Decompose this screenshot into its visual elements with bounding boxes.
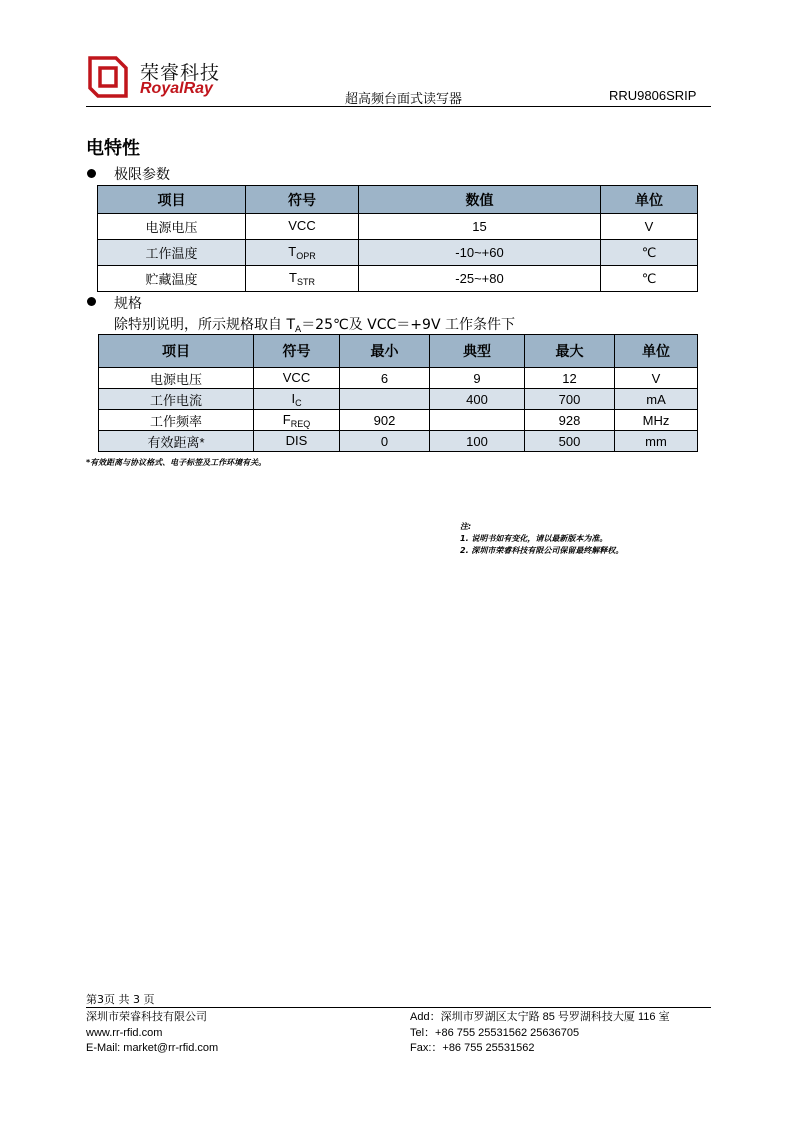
cell-item: 电源电压 bbox=[99, 368, 254, 389]
column-header: 最大 bbox=[525, 335, 615, 368]
footer-website: www.rr-rfid.com bbox=[86, 1026, 163, 1039]
column-header: 最小 bbox=[340, 335, 430, 368]
royalray-logo-icon bbox=[88, 56, 128, 98]
cell-item: 工作频率 bbox=[99, 410, 254, 431]
table-row bbox=[99, 431, 698, 452]
specs-condition: 除特别说明，所示规格取自 $T_A=25℃$及 VCC＝+9V 工作条件下 bbox=[114, 317, 515, 335]
cell-symbol: VCC bbox=[246, 214, 359, 240]
note-item: 1. 说明书如有变化，请以最新版本为准。 bbox=[460, 534, 608, 543]
limits-table bbox=[97, 185, 698, 292]
column-header: 项目 bbox=[98, 186, 246, 214]
cell-typ: 9 bbox=[430, 368, 525, 389]
table-header-row bbox=[99, 335, 698, 368]
table-row bbox=[98, 214, 698, 240]
page-number: 第3页 共 3 页 bbox=[86, 993, 155, 1006]
column-header: 符号 bbox=[254, 335, 340, 368]
footer-address: Add：深圳市罗湖区太宁路 85 号罗湖科技大厦 116 室 bbox=[410, 1011, 670, 1023]
cell-unit: V bbox=[601, 214, 698, 240]
footer-tel: Tel：+86 755 25531562 25636705 bbox=[410, 1026, 580, 1039]
cell-min bbox=[340, 389, 430, 410]
footer-divider bbox=[86, 1007, 711, 1008]
cell-symbol: $T_{OPR}$ bbox=[246, 240, 359, 266]
cell-unit: V bbox=[615, 368, 698, 389]
footer-left bbox=[86, 1010, 218, 1057]
document-title: 超高频台面式读写器 bbox=[345, 92, 463, 107]
column-header: 单位 bbox=[601, 186, 698, 214]
column-header: 典型 bbox=[430, 335, 525, 368]
cell-value: -25~+80 bbox=[359, 266, 601, 292]
column-header: 数值 bbox=[359, 186, 601, 214]
cell-item: 贮藏温度 bbox=[98, 266, 246, 292]
cell-unit: ℃ bbox=[601, 266, 698, 292]
cell-item: 工作电流 bbox=[99, 389, 254, 410]
footer-fax: Fax:：+86 755 25531562 bbox=[410, 1042, 535, 1054]
bullet-icon bbox=[87, 297, 96, 306]
bullet-icon bbox=[87, 169, 96, 178]
cell-item: 工作温度 bbox=[98, 240, 246, 266]
table-header-row bbox=[98, 186, 698, 214]
cell-unit: MHz bbox=[615, 410, 698, 431]
table-row bbox=[99, 389, 698, 410]
table-footnote: *有效距离与协议格式、电子标签及工作环境有关。 bbox=[86, 458, 267, 467]
table-row bbox=[99, 410, 698, 431]
column-header: 项目 bbox=[99, 335, 254, 368]
cell-unit: mA bbox=[615, 389, 698, 410]
footer-right bbox=[410, 1010, 670, 1057]
notes-block bbox=[460, 521, 623, 557]
column-header: 符号 bbox=[246, 186, 359, 214]
footer-company: 深圳市荣睿科技有限公司 bbox=[86, 1011, 207, 1023]
table-row bbox=[99, 368, 698, 389]
specs-table bbox=[98, 334, 698, 452]
cell-min: 0 bbox=[340, 431, 430, 452]
cell-symbol: DIS bbox=[254, 431, 340, 452]
model-number: RRU9806SRIP bbox=[609, 88, 697, 103]
cell-max: 500 bbox=[525, 431, 615, 452]
cell-typ bbox=[430, 410, 525, 431]
cell-max: 12 bbox=[525, 368, 615, 389]
cell-symbol: VCC bbox=[254, 368, 340, 389]
cell-symbol: $I_C$ bbox=[254, 389, 340, 410]
column-header: 单位 bbox=[615, 335, 698, 368]
cell-item: 有效距离* bbox=[99, 431, 254, 452]
company-name-cn: 荣睿科技 bbox=[140, 62, 221, 84]
note-item: 2. 深圳市荣睿科技有限公司保留最终解释权。 bbox=[460, 546, 624, 555]
section-title: 电特性 bbox=[86, 138, 140, 159]
cell-value: 15 bbox=[359, 214, 601, 240]
table-row bbox=[98, 240, 698, 266]
header-divider bbox=[86, 106, 711, 107]
cell-min: 902 bbox=[340, 410, 430, 431]
cell-max: 928 bbox=[525, 410, 615, 431]
notes-label: 注: bbox=[460, 522, 472, 531]
company-name-en: RoyalRay bbox=[140, 80, 213, 97]
limits-heading: 极限参数 bbox=[114, 167, 170, 183]
cell-max: 700 bbox=[525, 389, 615, 410]
cell-typ: 400 bbox=[430, 389, 525, 410]
cell-value: -10~+60 bbox=[359, 240, 601, 266]
cell-symbol: $F_{REQ}$ bbox=[254, 410, 340, 431]
cell-item: 电源电压 bbox=[98, 214, 246, 240]
cell-unit: ℃ bbox=[601, 240, 698, 266]
cell-unit: mm bbox=[615, 431, 698, 452]
specs-heading: 规格 bbox=[114, 296, 142, 312]
cell-min: 6 bbox=[340, 368, 430, 389]
cell-typ: 100 bbox=[430, 431, 525, 452]
footer-email: E-Mail: market@rr-rfid.com bbox=[86, 1042, 219, 1054]
cell-symbol: $T_{STR}$ bbox=[246, 266, 359, 292]
table-row bbox=[98, 266, 698, 292]
